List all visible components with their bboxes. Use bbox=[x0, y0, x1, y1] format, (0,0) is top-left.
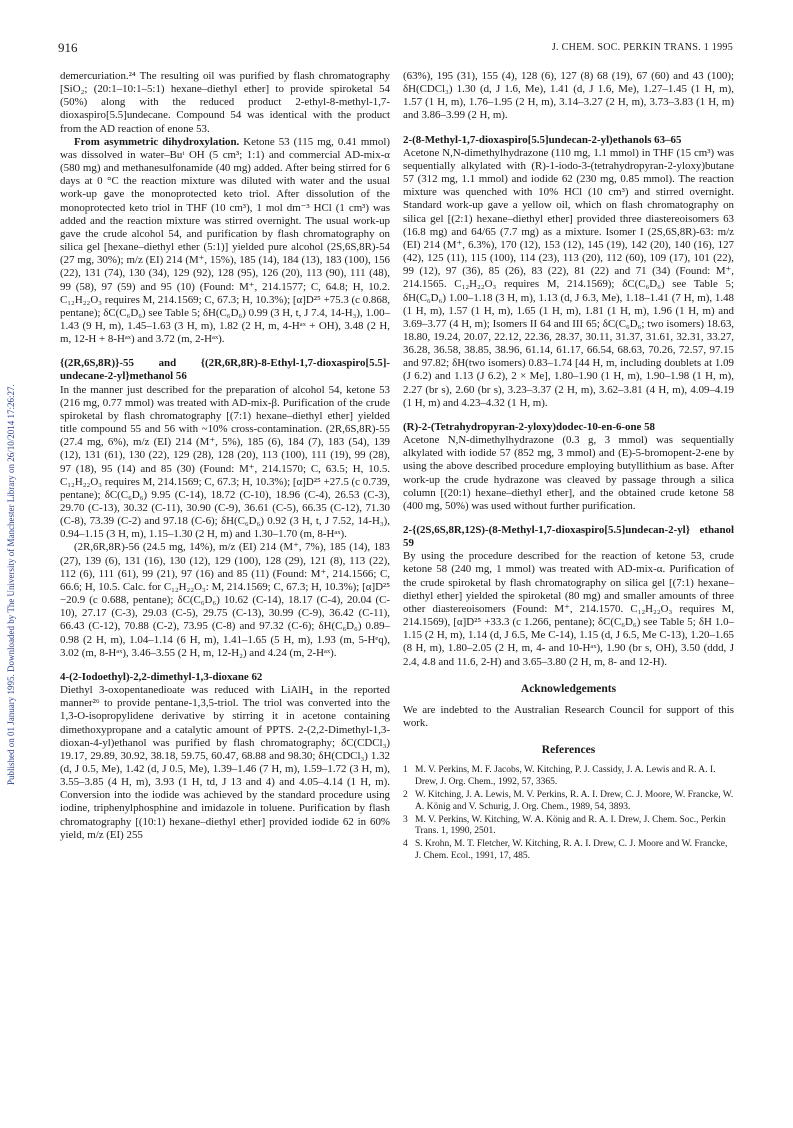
references-list bbox=[403, 765, 734, 862]
right-column bbox=[403, 70, 734, 864]
paragraph-62-prep: Diethyl 3-oxopentanedioate was reduced with LiAlH₄ in the reported manner²⁶ to provide pentane-1,3,5-triol. The triol was converted into the 1,3-O-isopropylidene derivative by stirring it in acetone containing dimethoxypropane and a catalytic amount of PPTS. 2-(2,2-Dimethyl-1,3-dioxan-4-yl)ethanol was purified by flash chromatography; δC(CDCl₃) 19.17, 29.89, 30.92, 38.18, 59.75, 60.47, 68.88 and 98.30; δH(CDCl₃) 1.32 (d, J 0.5, Me), 1.42 (d, J 0.5, Me), 1.39–1.46 (7 H, m), 1.59–1.72 (3 H, m), 3.55–3.85 (4 H, m), 3.93 (1 H, td, J 13 and 4) and 4.05–4.14 (1 H, m). Conversion into the iodide was achieved by the standard procedure using iodine, triphenylphosphine and imidazole in toluene. Purification by flash chromatography [(10:1) hexane–diethyl ether] provided iodide 62 in 60% yield, m/z (EI) 255 bbox=[60, 684, 390, 841]
journal-header: J. CHEM. SOC. PERKIN TRANS. 1 1995 bbox=[551, 42, 733, 53]
reference-text: M. V. Perkins, W. Kitching, W. A. König and R. A. I. Drew, J. Chem. Soc., Perkin Trans. 1, 1990, 2501. bbox=[415, 814, 726, 837]
paragraph-lead-in: From asymmetric dihydroxylation. bbox=[74, 135, 240, 148]
paragraph-58: Acetone N,N-dimethylhydrazone (0.3 g, 3 mmol) was sequentially alkylated with iodide 57 (852 mg, 3 mmol) and (E)-5-bromopent-2-ene by using the above described procedure employing butyllithium as base. After work-up the crude hydrazone was cleaved by passage through a silica column [(20:1) hexane–diethyl ether], and the obtained crude ketone 58 (400 mg, 50%) was used without further purification. bbox=[403, 434, 734, 512]
reference-item bbox=[403, 765, 734, 789]
reference-number: 2 bbox=[403, 789, 408, 800]
reference-number: 3 bbox=[403, 814, 408, 825]
paragraph-62-data-cont: (63%), 195 (31), 155 (4), 128 (6), 127 (8) 68 (19), 67 (60) and 43 (100); δH(CDCl₃) 1.30 (d, J 1.6, Me), 1.41 (d, J 1.6, Me), 1.27–1.45 (1 H, m), 1.57 (1 H, m), 1.76–1.95 (2 H, m), 3.14–3.27 (2 H, m), 3.73–3.83 (1 H, m) and 3.86–3.99 (2 H, m). bbox=[403, 70, 734, 122]
paragraph-59: By using the procedure described for the reaction of ketone 53, crude ketone 58 (240 mg, 1 mmol) was treated with AD-mix-α. Purification of the crude spiroketal by flash chromatography on silica gel [(7:1) hexane–diethyl ether] yielded the spiroketal (80 mg) and smaller amounts of three other diastereoisomers (Found: M⁺, 214.1570. C₁₂H₂₂O₃ requires M, 214.1569), [α]D²⁵ +33.3 (c 1.266, pentane); δC(C₆D₆) see Table 5; δH 1.0–1.15 (2 H, m), 1.14 (d, J 6.5, Me C-14), 1.15 (d, J 6.5, Me C-13), 1.20–1.65 (8 H, m), 1.80–2.05 (2 H, m, 4- and 10-Hᵃˣ), 1.90 (br s, OH), 3.50 (ddd, J 2.4, 4.8 and 11.6, 2-H) and 3.65–3.80 (2 H, m, 8- and 12-H). bbox=[403, 550, 734, 668]
section-heading-62: 4-(2-Iodoethyl)-2,2-dimethyl-1,3-dioxane 62 bbox=[60, 670, 263, 683]
download-watermark[interactable]: Published on 01 January 1995. Downloaded by The University of Manchester Library on 26/10/2014 17:26:27. bbox=[6, 384, 16, 786]
section-heading-59: 2-{(2S,6S,8R,12S)-(8-Methyl-1,7-dioxaspiro[5.5]undecan-2-yl} ethanol 59 bbox=[403, 524, 734, 550]
paragraph-63-65: Acetone N,N-dimethylhydrazone (110 mg, 1.1 mmol) in THF (15 cm³) was sequentially alkylated with (R)-1-iodo-3-(tetrahydropyran-2-yloxy)butane 57 (312 mg, 1.1 mmol) and iodide 62 (230 mg, 0.85 mmol). The reaction mixture was quenched with 10% HCl (10 cm³) and stirred overnight. Standard work-up gave a yellow oil, which on flash chromatography on silica gel [(2:1) hexane–diethyl ether] provided three diastereoisomers 63 (16.8 mg) and 64/65 (7.7 mg) as a mixture. Isomer I (2S,6S,8R)-63: m/z (EI) 214 (M⁺, 6.3%), 170 (12), 153 (12), 145 (19), 142 (20), 140 (16), 127 (42), 125 (11), 115 (100), 114 (23), 113 (20), 112 (60), 109 (17), 101 (22), 99 (12), 97 (36), 85 (26), 83 (22), 81 (22) and 71 (34) (Found: M⁺, 214.1565. C₁₂H₂₂O₃ requires M, 214.1569); δC(C₆D₆) see Table 5; δH(C₆D₆) 1.00–1.18 (3 H, m), 1.13 (d, J 6.3, Me), 1.18–1.41 (7 H, m), 1.48 (1 H, m), 1.57 (1 H, m), 1.65 (1 H, m), 1.81 (1 H, m), 1.96 (1 H, m) and 3.69–3.77 (4 H, m); Isomers II 64 and III 65; δC(C₆D₆; two isomers) 18.63, 18.80, 19.24, 20.07, 22.12, 22.36, 28.37, 30.11, 31.37, 31.61, 32.31, 33.27, 36.28, 36.58, 38.85, 38.96, 61.14, 61.17, 66.54, 68.63, 70.26, 72.57, 97.15 and 97.82; δH(two isomers) 0.83–1.74 [44 H, m, including doublets at 1.09 (J 6.2) and 1.13 (J 6.2), 2 × Me], 1.80–1.90 (1 H, m), 1.90–1.98 (1 H, m), 2.27 (br s), 2.60 (br s), 3.23–3.37 (2 H, m), 3.62–3.81 (4 H, m), 4.09–4.19 (1 H, m) and 4.23–4.32 (1 H, m). bbox=[403, 146, 734, 409]
reference-item bbox=[403, 839, 734, 863]
reference-number: 4 bbox=[403, 839, 408, 850]
paragraph-asymmetric-dihydroxylation bbox=[60, 136, 390, 347]
acknowledgements-heading: Acknowledgements bbox=[520, 682, 617, 695]
references-heading: References bbox=[541, 744, 596, 757]
paragraph-body: Ketone 53 (115 mg, 0.41 mmol) was dissolved in water–Buᵗ OH (5 cm³; 1:1) and commercial AD-mix-α (580 mg) and methanesulfonamide (40 mg) added. After being stirred for 6 days at 0 °C the reaction mixture was diluted with water and the usual work-up gave the monoprotected keto triol. After dissolution of the monoprotected keto triol in THF (10 cm³), 1 mol dm⁻³ HCl (1 cm³) was added and the reaction mixture was stirred overnight. The usual work-up gave the crude alcohol 54, and purification by flash chromatography on silica gel [hexane–diethyl ether (5:1)] yielded pure alcohol (2S,6S,8R)-54 (27 mg, 30%); m/z (EI) 214 (M⁺, 15%), 185 (14), 184 (13), 183 (100), 156 (22), 131 (74), 130 (34), 129 (92), 128 (95), 126 (20), 113 (90), 111 (48), 99 (58), 97 (59) and 95 (10) (Found: M⁺, 214.1577; C, 64.8; H, 10.2. C₁₂H₂₂O₃ requires M, 214.1569; C, 67.3; H, 10.3%); [α]D²⁵ +75.3 (c 0.868, pentane); δC(C₆D₆) see Table 5; δH(C₆D₆) 0.99 (3 H, t, J 7.4, 14-H₃), 1.00–1.43 (9 H, m), 1.45–1.63 (3 H, m), 1.82 (2 H, m, 4-Hᵃˣ + OH), 3.48 (2 H, m, 12-H + 8-Hᵃˣ) and 3.72 (m, 2-Hᵃˣ). bbox=[60, 135, 390, 346]
paragraph-56-data: (2R,6R,8R)-56 (24.5 mg, 14%), m/z (EI) 214 (M⁺, 7%), 185 (14), 183 (27), 139 (6), 131 (16), 130 (12), 129 (100), 128 (29), 121 (8), 113 (22), 112 (6), 111 (61), 99 (21), 97 (16) and 85 (11) (Found: M⁺, 214.1566; C, 66.6; H, 10.5. Calc. for C₁₂H₂₂O₃: M, 214.1569; C, 67.3; H, 10.3%); [α]D²⁵ −20.9 (c 0.688, pentane); δC(C₆D₆) 10.62 (C-14), 18.17 (C-4), 20.04 (C-10), 27.17 (C-3), 29.03 (C-5), 29.75 (C-13), 30.99 (C-9), 36.42 (C-11), 66.43 (C-12), 70.88 (C-2), 73.95 (C-8) and 97.32 (C-6); δH(C₆D₆) 0.89–0.98 (2 H, m), 1.04–1.14 (6 H, m), 1.41–1.65 (5 H, m), 1.93 (m, 5-Hᵉq), 3.02 (m, 8-Hᵃˣ), 3.46–3.55 (2 H, m, 12-H₂) and 4.24 (m, 2-Hᵃˣ). bbox=[60, 541, 390, 659]
paragraph-demercuriation: demercuriation.²⁴ The resulting oil was purified by flash chromatography [SiO₂; (20:1–10:1–5:1) hexane–diethyl ether] to provide spiroketal 54 (50%) along with the reduced product 2-ethyl-8-methyl-1,7-dioxaspiro[5.5]undecane. Compound 54 was identical with the product from the AD reaction of enone 53. bbox=[60, 70, 390, 135]
reference-text: S. Krohn, M. T. Fletcher, W. Kitching, R. A. I. Drew, C. J. Moore and W. Francke, J. Chem. Ecol., 1991, 17, 485. bbox=[415, 839, 728, 861]
section-heading-55-56: {(2R,6S,8R)}-55 and {(2R,6R,8R)-8-Ethyl-1,7-dioxaspiro[5.5]-undecane-2-yl}methanol 56 bbox=[60, 357, 390, 383]
acknowledgements-text: We are indebted to the Australian Research Council for support of this work. bbox=[403, 703, 734, 730]
section-heading-63-65: 2-(8-Methyl-1,7-dioxaspiro[5.5]undecan-2-yl)ethanols 63–65 bbox=[403, 133, 682, 146]
reference-number: 1 bbox=[403, 765, 408, 776]
reference-text: M. V. Perkins, M. F. Jacobs, W. Kitching, P. J. Cassidy, J. A. Lewis and R. A. I. Drew, J. Org. Chem., 1992, 57, 3365. bbox=[415, 765, 716, 788]
page-number: 916 bbox=[58, 40, 78, 55]
reference-item bbox=[403, 815, 734, 839]
left-column bbox=[60, 70, 390, 842]
reference-text: W. Kitching, J. A. Lewis, M. V. Perkins, R. A. I. Drew, C. J. Moore, W. Francke, W. A. König and V. Schurig, J. Org. Chem., 1989, 54, 3893. bbox=[415, 789, 734, 812]
section-heading-58: (R)-2-(Tetrahydropyran-2-yloxy)dodec-10-en-6-one 58 bbox=[403, 420, 655, 433]
reference-item bbox=[403, 790, 734, 814]
paragraph-55-56-prep: In the manner just described for the preparation of alcohol 54, ketone 53 (216 mg, 0.77 mmol) was treated with AD-mix-β. Purification of the crude spiroketal by flash chromatography [(7:1) hexane–diethyl ether] yielded title compound 55 and 56 with ~10% cross-contamination. (2R,6S,8R)-55 (27.4 mg, 6%), m/z (EI) 214 (M⁺, 5%), 185 (6), 184 (7), 183 (54), 139 (12), 131 (61), 130 (22), 129 (28), 128 (20), 113 (100), 111 (19), 99 (28), 97 (18), 95 (14) and 85 (30) (Found: M⁺, 214.1570; C, 63.5; H, 10.5. C₁₂H₂₂O₃ requires M, 214.1569; C, 67.3; H, 10.3%); [α]D²⁵ +27.5 (c 0.739, pentane); δC(C₆D₆) 9.95 (C-14), 18.72 (C-10), 18.96 (C-4), 26.53 (C-3), 29.70 (C-13), 30.32 (C-11), 30.90 (C-9), 36.61 (C-5), 66.35 (C-12), 71.30 (C-8), 73.39 (C-2) and 97.18 (C-6); δH(C₆D₆) 0.92 (3 H, t, J 7.52, 14-H₃), 0.94–1.15 (3 H, m), 1.15–1.30 (2 H, m) and 1.30–1.70 (m, 8-Hᵃˣ). bbox=[60, 383, 390, 541]
